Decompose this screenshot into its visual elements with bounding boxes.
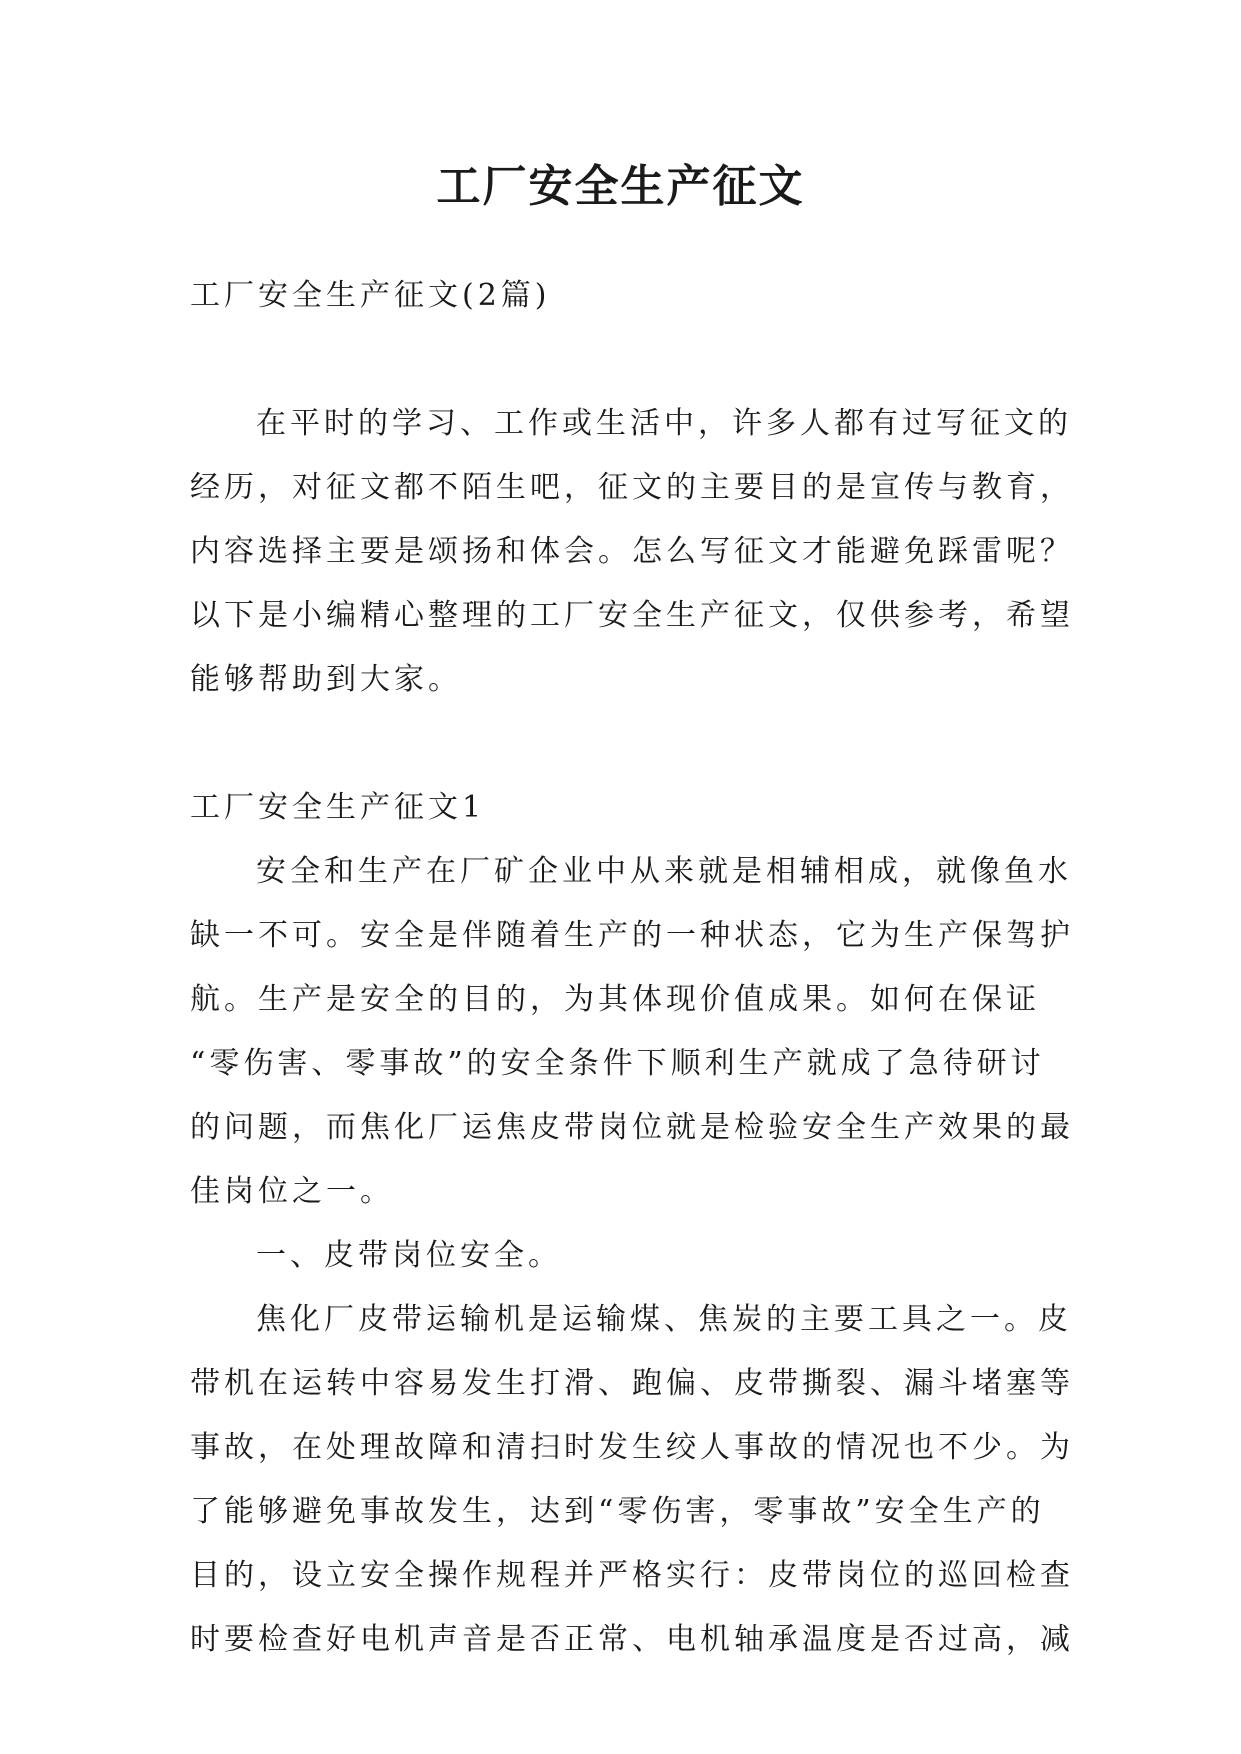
section-heading: 工厂安全生产征文1 [190,790,486,825]
paragraph-line: 内容选择主要是颂扬和体会。怎么写征文才能避免踩雷呢？ [190,534,1074,569]
paragraph-line: 以下是小编精心整理的工厂安全生产征文，仅供参考，希望 [190,598,1074,633]
paragraph-line: 时要检查好电机声音是否正常、电机轴承温度是否过高，减 [190,1622,1074,1657]
paragraph-line: 航。生产是安全的目的，为其体现价值成果。如何在保证 [190,982,1040,1017]
paragraph-line: 能够帮助到大家。 [190,662,462,697]
paragraph-line: 目的，设立安全操作规程并严格实行：皮带岗位的巡回检查 [190,1558,1074,1593]
document-subtitle: 工厂安全生产征文(2篇) [190,278,551,313]
document-title: 工厂安全生产征文 [436,161,805,212]
paragraph-line: 的问题，而焦化厂运焦皮带岗位就是检验安全生产效果的最 [190,1110,1074,1145]
section-paragraph [190,840,1074,1224]
paragraph-line: 在平时的学习、工作或生活中，许多人都有过写征文的 [256,406,1072,441]
paragraph-line: 缺一不可。安全是伴随着生产的一种状态，它为生产保驾护 [190,918,1074,953]
paragraph-line: 佳岗位之一。 [190,1174,394,1209]
paragraph-line: 焦化厂皮带运输机是运输煤、焦炭的主要工具之一。皮 [256,1302,1072,1337]
intro-paragraph [190,392,1074,712]
paragraph-line: “零伤害、零事故”的安全条件下顺利生产就成了急待研讨 [190,1046,1045,1081]
subsection-heading: 一、皮带岗位安全。 [256,1238,562,1273]
paragraph-line: 安全和生产在厂矿企业中从来就是相辅相成，就像鱼水 [256,854,1072,889]
document-body [190,264,1074,1672]
paragraph-line: 经历，对征文都不陌生吧，征文的主要目的是宣传与教育， [190,470,1074,505]
paragraph-line: 了能够避免事故发生，达到“零伤害，零事故”安全生产的 [190,1494,1045,1529]
spacer [190,328,1050,392]
section-paragraph [190,1288,1074,1672]
spacer [190,712,1050,776]
paragraph-line: 带机在运转中容易发生打滑、跑偏、皮带撕裂、漏斗堵塞等 [190,1366,1074,1401]
paragraph-line: 事故，在处理故障和清扫时发生绞人事故的情况也不少。为 [190,1430,1074,1465]
